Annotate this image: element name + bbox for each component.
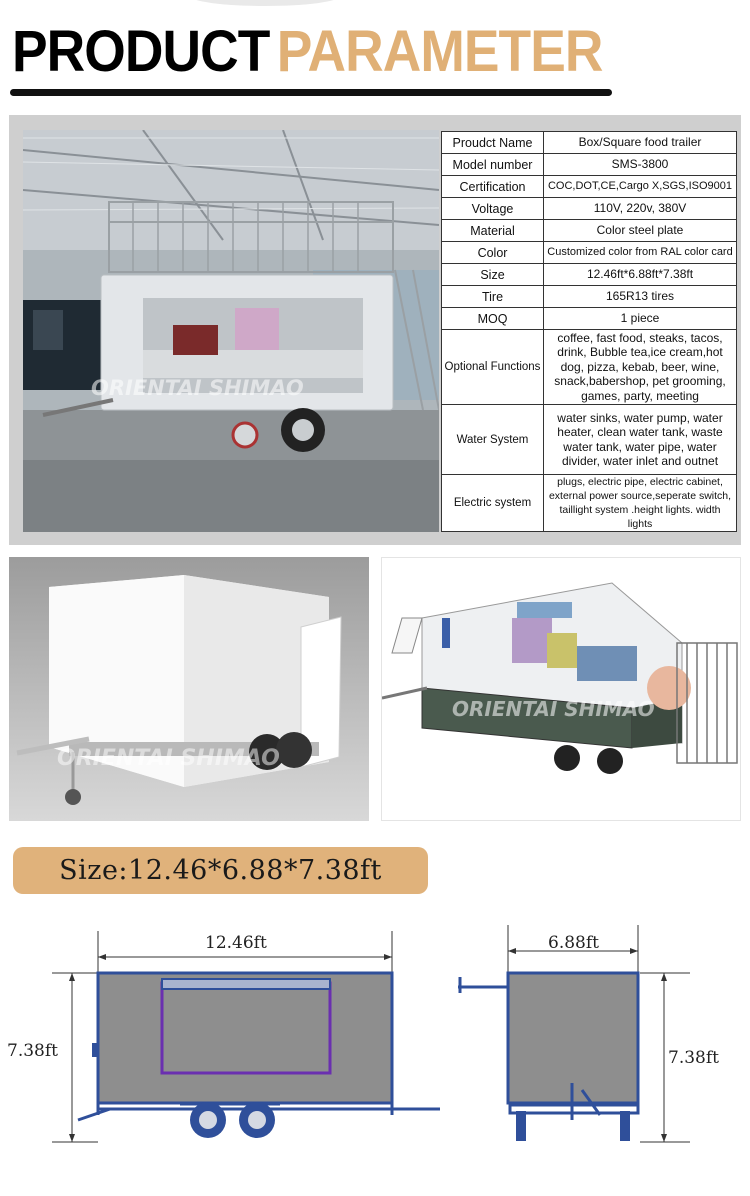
dimension-drawings — [0, 915, 750, 1196]
spec-value: 12.46ft*6.88ft*7.38ft — [544, 264, 737, 286]
title-word-parameter: PARAMETER — [276, 19, 603, 84]
spec-key: MOQ — [442, 308, 544, 330]
watermark-right: ORIENTAI SHIMAO — [452, 697, 655, 721]
title-underline — [10, 89, 612, 96]
dimension-drawings-svg — [0, 915, 750, 1196]
top-decoration — [190, 0, 340, 6]
table-row — [442, 308, 737, 330]
spec-key: Optional Functions — [442, 330, 544, 405]
spec-value: SMS-3800 — [544, 154, 737, 176]
interior-cutaway-illustration — [382, 558, 740, 820]
parameter-panel — [9, 115, 741, 545]
spec-value: Customized color from RAL color card — [544, 242, 737, 264]
spec-key: Voltage — [442, 198, 544, 220]
spec-key: Certification — [442, 176, 544, 198]
table-row — [442, 176, 737, 198]
spec-key: Color — [442, 242, 544, 264]
trailer-photo — [23, 130, 439, 532]
table-row — [442, 242, 737, 264]
trailer-photo-illustration — [23, 130, 439, 532]
table-row — [442, 220, 737, 242]
spec-key: Material — [442, 220, 544, 242]
table-row — [442, 330, 737, 405]
spec-value: coffee, fast food, steaks, tacos, drink, Bubble tea,ice cream,hot dog, pizza, kebab, beer, wine, snack,babershop, pet grooming, games, party, meeting — [544, 330, 737, 405]
spec-key: Model number — [442, 154, 544, 176]
table-row — [442, 132, 737, 154]
dim-side-height: 7.38ft — [7, 1041, 58, 1061]
page-title — [12, 20, 602, 84]
spec-value: plugs, electric pipe, electric cabinet, external power source,seperate switch, taillight system .height lights. width lights — [544, 475, 737, 532]
table-row — [442, 264, 737, 286]
box-trailer-render — [9, 557, 369, 821]
spec-value: Color steel plate — [544, 220, 737, 242]
watermark-photo: ORIENTAI SHIMAO — [91, 376, 304, 400]
spec-value: COC,DOT,CE,Cargo X,SGS,ISO9001 — [544, 176, 737, 198]
size-banner-text: Size:12.46*6.88*7.38ft — [59, 855, 382, 886]
spec-key: Proudct Name — [442, 132, 544, 154]
spec-value: Box/Square food trailer — [544, 132, 737, 154]
table-row — [442, 154, 737, 176]
spec-key: Water System — [442, 405, 544, 475]
spec-value: 1 piece — [544, 308, 737, 330]
spec-value: 110V, 220v, 380V — [544, 198, 737, 220]
interior-cutaway-render — [381, 557, 741, 821]
table-row — [442, 475, 737, 532]
watermark-left: ORIENTAI SHIMAO — [57, 746, 280, 771]
spec-key: Electric system — [442, 475, 544, 532]
spec-table — [441, 131, 737, 532]
title-word-product: PRODUCT — [12, 19, 270, 84]
spec-key: Size — [442, 264, 544, 286]
spec-value: water sinks, water pump, water heater, clean water tank, waste water tank, water pipe, water divider, water inlet and outnet — [544, 405, 737, 475]
dim-side-length: 12.46ft — [205, 933, 267, 953]
spec-value: 165R13 tires — [544, 286, 737, 308]
dim-rear-width: 6.88ft — [548, 933, 599, 953]
table-row — [442, 198, 737, 220]
box-trailer-illustration — [9, 557, 369, 821]
table-row — [442, 286, 737, 308]
spec-key: Tire — [442, 286, 544, 308]
table-row — [442, 405, 737, 475]
dim-rear-height: 7.38ft — [668, 1048, 719, 1068]
size-banner — [13, 847, 428, 894]
